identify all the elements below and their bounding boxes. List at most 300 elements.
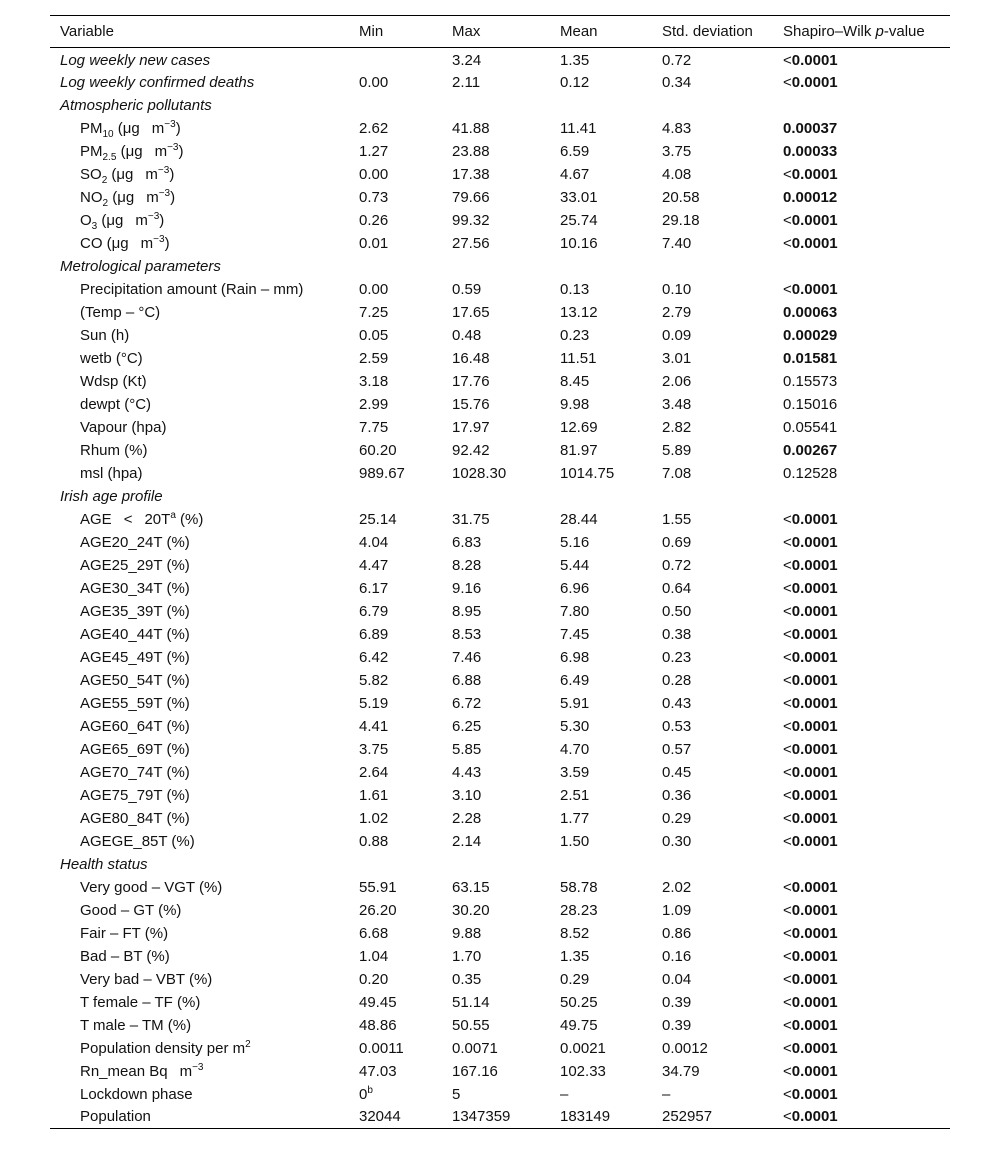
mean-value: 1.77: [560, 809, 590, 827]
min-value: 0.05: [359, 326, 389, 344]
std-deviation-value: 2.79: [662, 303, 692, 321]
min-value: 1.02: [359, 809, 389, 827]
variable-name: AGE60_64T (%): [80, 717, 190, 735]
p-value: <0.0001: [783, 234, 838, 252]
variable-name: dewpt (°C): [80, 395, 152, 413]
section-title: Health status: [60, 855, 148, 873]
min-value: 55.91: [359, 878, 397, 896]
std-deviation-value: 0.39: [662, 1016, 692, 1034]
table-row: [50, 439, 950, 462]
table-row: [50, 692, 950, 715]
min-value: 4.47: [359, 556, 389, 574]
p-value: <0.0001: [783, 1085, 838, 1103]
variable-name: Rn_mean Bq $m^{-3}$: [80, 1061, 204, 1080]
table-row: [50, 1014, 950, 1037]
std-deviation-value: 0.0012: [662, 1039, 708, 1057]
std-deviation-value: 0.09: [662, 326, 692, 344]
p-value: <0.0001: [783, 763, 838, 781]
table-row: [50, 1106, 950, 1129]
min-value: 0.01: [359, 234, 389, 252]
table-row: [50, 140, 950, 163]
std-deviation-value: 2.02: [662, 878, 692, 896]
mean-value: 58.78: [560, 878, 598, 896]
std-deviation-value: 1.09: [662, 901, 692, 919]
p-value: <0.0001: [783, 1039, 838, 1057]
max-value: 41.88: [452, 119, 490, 137]
variable-name: Fair – FT (%): [80, 924, 169, 942]
p-value: <0.0001: [783, 211, 838, 229]
std-deviation-value: 0.10: [662, 280, 692, 298]
table-row: [50, 554, 950, 577]
p-value: <0.0001: [783, 625, 838, 643]
p-value: <0.0001: [783, 970, 838, 988]
std-deviation-value: –: [662, 1085, 671, 1103]
mean-value: –: [560, 1085, 569, 1103]
table-header: [50, 16, 950, 48]
std-deviation-value: 5.89: [662, 441, 692, 459]
p-value: <0.0001: [783, 832, 838, 850]
max-value: 0.0071: [452, 1039, 498, 1057]
min-value: 989.67: [359, 464, 405, 482]
mean-value: 8.52: [560, 924, 590, 942]
mean-value: 4.70: [560, 740, 590, 758]
max-value: 79.66: [452, 188, 490, 206]
header-max: Max: [452, 23, 481, 40]
mean-value: 5.44: [560, 556, 590, 574]
table-row: [50, 1060, 950, 1083]
max-value: 31.75: [452, 510, 490, 528]
max-value: 9.16: [452, 579, 482, 597]
max-value: 8.28: [452, 556, 482, 574]
mean-value: 8.45: [560, 372, 590, 390]
max-value: 2.11: [452, 73, 481, 91]
max-value: 6.25: [452, 717, 482, 735]
table-row: [50, 991, 950, 1014]
mean-value: 9.98: [560, 395, 590, 413]
table-row: [50, 715, 950, 738]
variable-name: AGE < $20T^a$ (%): [80, 509, 204, 528]
max-value: 4.43: [452, 763, 482, 781]
max-value: 27.56: [452, 234, 490, 252]
p-value: <0.0001: [783, 809, 838, 827]
p-value: 0.05541: [783, 418, 838, 436]
table-row: [50, 531, 950, 554]
min-value: 0.73: [359, 188, 389, 206]
p-value: 0.00267: [783, 441, 838, 459]
max-value: 15.76: [452, 395, 490, 413]
max-value: 51.14: [452, 993, 490, 1011]
variable-name: AGE55_59T (%): [80, 694, 190, 712]
table-row: [50, 370, 950, 393]
std-deviation-value: 0.45: [662, 763, 692, 781]
mean-value: 7.45: [560, 625, 590, 643]
p-value: 0.00012: [783, 188, 838, 206]
std-deviation-value: 1.55: [662, 510, 692, 528]
variable-name: Population: [80, 1108, 151, 1126]
variable-name: AGE45_49T (%): [80, 648, 190, 666]
mean-value: 6.49: [560, 671, 590, 689]
table-row: [50, 71, 950, 94]
p-value: 0.00063: [783, 303, 838, 321]
header-mean: Mean: [560, 23, 598, 40]
mean-value: 28.44: [560, 510, 598, 528]
mean-value: 0.12: [560, 73, 590, 91]
p-value: <0.0001: [783, 878, 838, 896]
table-row: [50, 324, 950, 347]
std-deviation-value: 0.43: [662, 694, 692, 712]
std-deviation-value: 34.79: [662, 1062, 700, 1080]
section-row: [50, 853, 950, 876]
descriptive-statistics-table-container: [50, 15, 950, 1129]
p-value: <0.0001: [783, 1062, 838, 1080]
max-value: 99.32: [452, 211, 490, 229]
mean-value: 25.74: [560, 211, 598, 229]
min-value: 0$^b$: [359, 1084, 373, 1103]
variable-name: AGE80_84T (%): [80, 809, 190, 827]
variable-name: CO (μg $m^{-3}$): [80, 233, 170, 252]
max-value: 2.14: [452, 832, 482, 850]
max-value: 5: [452, 1085, 461, 1103]
min-value: 0.0011: [359, 1039, 404, 1057]
p-value: <0.0001: [783, 648, 838, 666]
variable-name: Good – GT (%): [80, 901, 182, 919]
header-shapiro-wilk: Shapiro–Wilk p-value: [783, 23, 925, 40]
min-value: 6.79: [359, 602, 389, 620]
min-value: 7.25: [359, 303, 389, 321]
table-row: [50, 347, 950, 370]
variable-name: $PM_{2.5}$ (μg $m^{-3}$): [80, 141, 184, 163]
table-row: [50, 577, 950, 600]
variable-name: T female – TF (%): [80, 993, 201, 1011]
mean-value: 10.16: [560, 234, 598, 252]
std-deviation-value: 0.16: [662, 947, 692, 965]
mean-value: 2.51: [560, 786, 590, 804]
mean-value: 6.96: [560, 579, 590, 597]
min-value: 32044: [359, 1108, 401, 1126]
std-deviation-value: 29.18: [662, 211, 700, 229]
variable-name: T male – TM (%): [80, 1016, 192, 1034]
std-deviation-value: 0.50: [662, 602, 692, 620]
max-value: 6.88: [452, 671, 482, 689]
min-value: 47.03: [359, 1062, 397, 1080]
min-value: 4.41: [359, 717, 389, 735]
table-row: [50, 508, 950, 531]
mean-value: 0.13: [560, 280, 590, 298]
min-value: 2.59: [359, 349, 389, 367]
table-row: [50, 48, 950, 71]
std-deviation-value: 0.38: [662, 625, 692, 643]
min-value: 0.00: [359, 73, 389, 91]
variable-name: AGEGE_85T (%): [80, 832, 195, 850]
max-value: 6.72: [452, 694, 482, 712]
p-value: 0.01581: [783, 349, 838, 367]
mean-value: 6.98: [560, 648, 590, 666]
table-row: [50, 462, 950, 485]
min-value: 5.19: [359, 694, 389, 712]
variable-name: Wdsp (Kt): [80, 372, 147, 390]
table-row: [50, 623, 950, 646]
min-value: 4.04: [359, 533, 389, 551]
std-deviation-value: 0.36: [662, 786, 692, 804]
mean-value: 5.30: [560, 717, 590, 735]
section-row: [50, 485, 950, 508]
std-deviation-value: 7.40: [662, 234, 692, 252]
mean-value: 6.59: [560, 142, 590, 160]
mean-value: 50.25: [560, 993, 598, 1011]
mean-value: 1.50: [560, 832, 590, 850]
max-value: 9.88: [452, 924, 482, 942]
p-value: <0.0001: [783, 602, 838, 620]
max-value: 0.59: [452, 280, 482, 298]
std-deviation-value: 0.39: [662, 993, 692, 1011]
table-row: [50, 945, 950, 968]
table-row: [50, 761, 950, 784]
max-value: 1.70: [452, 947, 482, 965]
max-value: 30.20: [452, 901, 490, 919]
min-value: 3.18: [359, 372, 389, 390]
std-deviation-value: 0.86: [662, 924, 692, 942]
min-value: 3.75: [359, 740, 389, 758]
table-row: [50, 163, 950, 186]
header-min: Min: [359, 23, 384, 40]
table-row: [50, 899, 950, 922]
table-row: [50, 784, 950, 807]
table-row: [50, 117, 950, 140]
min-value: 1.04: [359, 947, 389, 965]
p-value: 0.12528: [783, 464, 838, 482]
variable-name: Rhum (%): [80, 441, 148, 459]
p-value: <0.0001: [783, 740, 838, 758]
std-deviation-value: 0.29: [662, 809, 692, 827]
table-row: [50, 1083, 950, 1106]
p-value: <0.0001: [783, 901, 838, 919]
std-deviation-value: 0.64: [662, 579, 692, 597]
p-value: <0.0001: [783, 1108, 838, 1126]
p-value: <0.0001: [783, 280, 838, 298]
mean-value: 11.51: [560, 349, 597, 367]
table-row: [50, 209, 950, 232]
max-value: 92.42: [452, 441, 490, 459]
header-row: [50, 16, 950, 48]
min-value: 48.86: [359, 1016, 397, 1034]
variable-name: Vapour (hpa): [80, 418, 167, 436]
min-value: 2.62: [359, 119, 389, 137]
p-value: <0.0001: [783, 51, 838, 69]
min-value: 25.14: [359, 510, 397, 528]
p-value: <0.0001: [783, 993, 838, 1011]
variable-name: AGE70_74T (%): [80, 763, 190, 781]
variable-name: AGE25_29T (%): [80, 556, 190, 574]
table-row: [50, 186, 950, 209]
table-row: [50, 876, 950, 899]
max-value: 16.48: [452, 349, 490, 367]
std-deviation-value: 0.30: [662, 832, 692, 850]
max-value: 0.35: [452, 970, 482, 988]
p-value: 0.15016: [783, 395, 838, 413]
min-value: 49.45: [359, 993, 397, 1011]
section-row: [50, 255, 950, 278]
variable-name: wetb (°C): [80, 349, 143, 367]
min-value: [349, 48, 442, 71]
std-deviation-value: 4.83: [662, 119, 692, 137]
variable-name: Log weekly confirmed deaths: [60, 73, 255, 91]
p-value: <0.0001: [783, 73, 838, 91]
table-row: [50, 669, 950, 692]
mean-value: 81.97: [560, 441, 598, 459]
max-value: 7.46: [452, 648, 482, 666]
max-value: 2.28: [452, 809, 482, 827]
mean-value: 0.0021: [560, 1039, 606, 1057]
std-deviation-value: 0.23: [662, 648, 692, 666]
max-value: 3.10: [452, 786, 482, 804]
descriptive-statistics-table: [50, 15, 950, 1129]
std-deviation-value: 3.75: [662, 142, 692, 160]
variable-name: AGE20_24T (%): [80, 533, 190, 551]
table-row: [50, 830, 950, 853]
section-title: Metrological parameters: [60, 257, 221, 275]
p-value: <0.0001: [783, 786, 838, 804]
max-value: 17.38: [452, 165, 490, 183]
max-value: 23.88: [452, 142, 490, 160]
variable-name: Sun (h): [80, 326, 130, 344]
variable-name: Bad – BT (%): [80, 947, 170, 965]
table-row: [50, 807, 950, 830]
max-value: 8.53: [452, 625, 482, 643]
mean-value: 0.23: [560, 326, 590, 344]
min-value: 1.27: [359, 142, 389, 160]
p-value: <0.0001: [783, 947, 838, 965]
mean-value: 13.12: [560, 303, 598, 321]
max-value: 63.15: [452, 878, 490, 896]
min-value: 1.61: [359, 786, 389, 804]
max-value: 1347359: [452, 1108, 511, 1126]
p-value: <0.0001: [783, 533, 838, 551]
mean-value: 5.91: [560, 694, 590, 712]
mean-value: 3.59: [560, 763, 590, 781]
std-deviation-value: 0.28: [662, 671, 692, 689]
table-row: [50, 232, 950, 255]
max-value: 3.24: [452, 51, 482, 69]
table-body: [50, 48, 950, 1129]
min-value: 2.64: [359, 763, 389, 781]
mean-value: 5.16: [560, 533, 590, 551]
min-value: 26.20: [359, 901, 397, 919]
max-value: 167.16: [452, 1062, 498, 1080]
std-deviation-value: 252957: [662, 1108, 713, 1126]
p-value: 0.00029: [783, 326, 838, 344]
min-value: 2.99: [359, 395, 389, 413]
table-row: [50, 301, 950, 324]
mean-value: 7.80: [560, 602, 590, 620]
table-row: [50, 393, 950, 416]
std-deviation-value: 0.53: [662, 717, 692, 735]
p-value: <0.0001: [783, 924, 838, 942]
mean-value: 11.41: [560, 119, 597, 137]
variable-name: msl (hpa): [80, 464, 143, 482]
std-deviation-value: 3.01: [662, 349, 692, 367]
max-value: 17.97: [452, 418, 490, 436]
variable-name: $NO_2$ (μg $m^{-3}$): [80, 187, 176, 209]
max-value: 0.48: [452, 326, 482, 344]
variable-name: Very good – VGT (%): [80, 878, 223, 896]
variable-name: Precipitation amount (Rain – mm): [80, 280, 304, 298]
table-row: [50, 968, 950, 991]
variable-name: Lockdown phase: [80, 1085, 193, 1103]
table-row: [50, 1037, 950, 1060]
p-value: <0.0001: [783, 1016, 838, 1034]
min-value: 0.00: [359, 280, 389, 298]
header-std-deviation: Std. deviation: [662, 23, 753, 40]
mean-value: 4.67: [560, 165, 590, 183]
min-value: 0.26: [359, 211, 389, 229]
min-value: 0.20: [359, 970, 389, 988]
section-title: Atmospheric pollutants: [60, 96, 212, 114]
variable-name: $SO_2$ (μg $m^{-3}$): [80, 164, 175, 186]
mean-value: 1.35: [560, 51, 590, 69]
p-value: <0.0001: [783, 510, 838, 528]
min-value: 6.68: [359, 924, 389, 942]
p-value: 0.15573: [783, 372, 838, 390]
min-value: 0.00: [359, 165, 389, 183]
variable-name: AGE30_34T (%): [80, 579, 190, 597]
std-deviation-value: 4.08: [662, 165, 692, 183]
min-value: 6.42: [359, 648, 389, 666]
variable-name: AGE65_69T (%): [80, 740, 190, 758]
p-value: <0.0001: [783, 694, 838, 712]
std-deviation-value: 0.69: [662, 533, 692, 551]
max-value: 6.83: [452, 533, 482, 551]
p-value: 0.00033: [783, 142, 838, 160]
min-value: 5.82: [359, 671, 389, 689]
mean-value: 12.69: [560, 418, 598, 436]
mean-value: 0.29: [560, 970, 590, 988]
section-row: [50, 94, 950, 117]
std-deviation-value: 2.06: [662, 372, 692, 390]
table-row: [50, 416, 950, 439]
max-value: 5.85: [452, 740, 482, 758]
variable-name: Very bad – VBT (%): [80, 970, 213, 988]
mean-value: 1014.75: [560, 464, 615, 482]
variable-name: Log weekly new cases: [60, 51, 211, 69]
p-value: <0.0001: [783, 165, 838, 183]
min-value: 7.75: [359, 418, 389, 436]
std-deviation-value: 0.57: [662, 740, 692, 758]
variable-name: $O_3$ (μg $m^{-3}$): [80, 210, 165, 232]
section-title: Irish age profile: [60, 487, 163, 505]
variable-name: (Temp – °C): [80, 303, 161, 321]
variable-name: Population density per $m^2$: [80, 1038, 251, 1057]
p-value: <0.0001: [783, 556, 838, 574]
table-row: [50, 922, 950, 945]
std-deviation-value: 0.72: [662, 51, 692, 69]
std-deviation-value: 3.48: [662, 395, 692, 413]
p-value: <0.0001: [783, 671, 838, 689]
max-value: 8.95: [452, 602, 482, 620]
std-deviation-value: 20.58: [662, 188, 700, 206]
std-deviation-value: 7.08: [662, 464, 692, 482]
table-row: [50, 600, 950, 623]
std-deviation-value: 0.04: [662, 970, 692, 988]
table-row: [50, 646, 950, 669]
variable-name: AGE50_54T (%): [80, 671, 190, 689]
min-value: 6.17: [359, 579, 389, 597]
mean-value: 183149: [560, 1108, 611, 1126]
mean-value: 102.33: [560, 1062, 606, 1080]
std-deviation-value: 2.82: [662, 418, 692, 436]
std-deviation-value: 0.72: [662, 556, 692, 574]
variable-name: AGE40_44T (%): [80, 625, 190, 643]
header-variable: Variable: [60, 23, 114, 40]
